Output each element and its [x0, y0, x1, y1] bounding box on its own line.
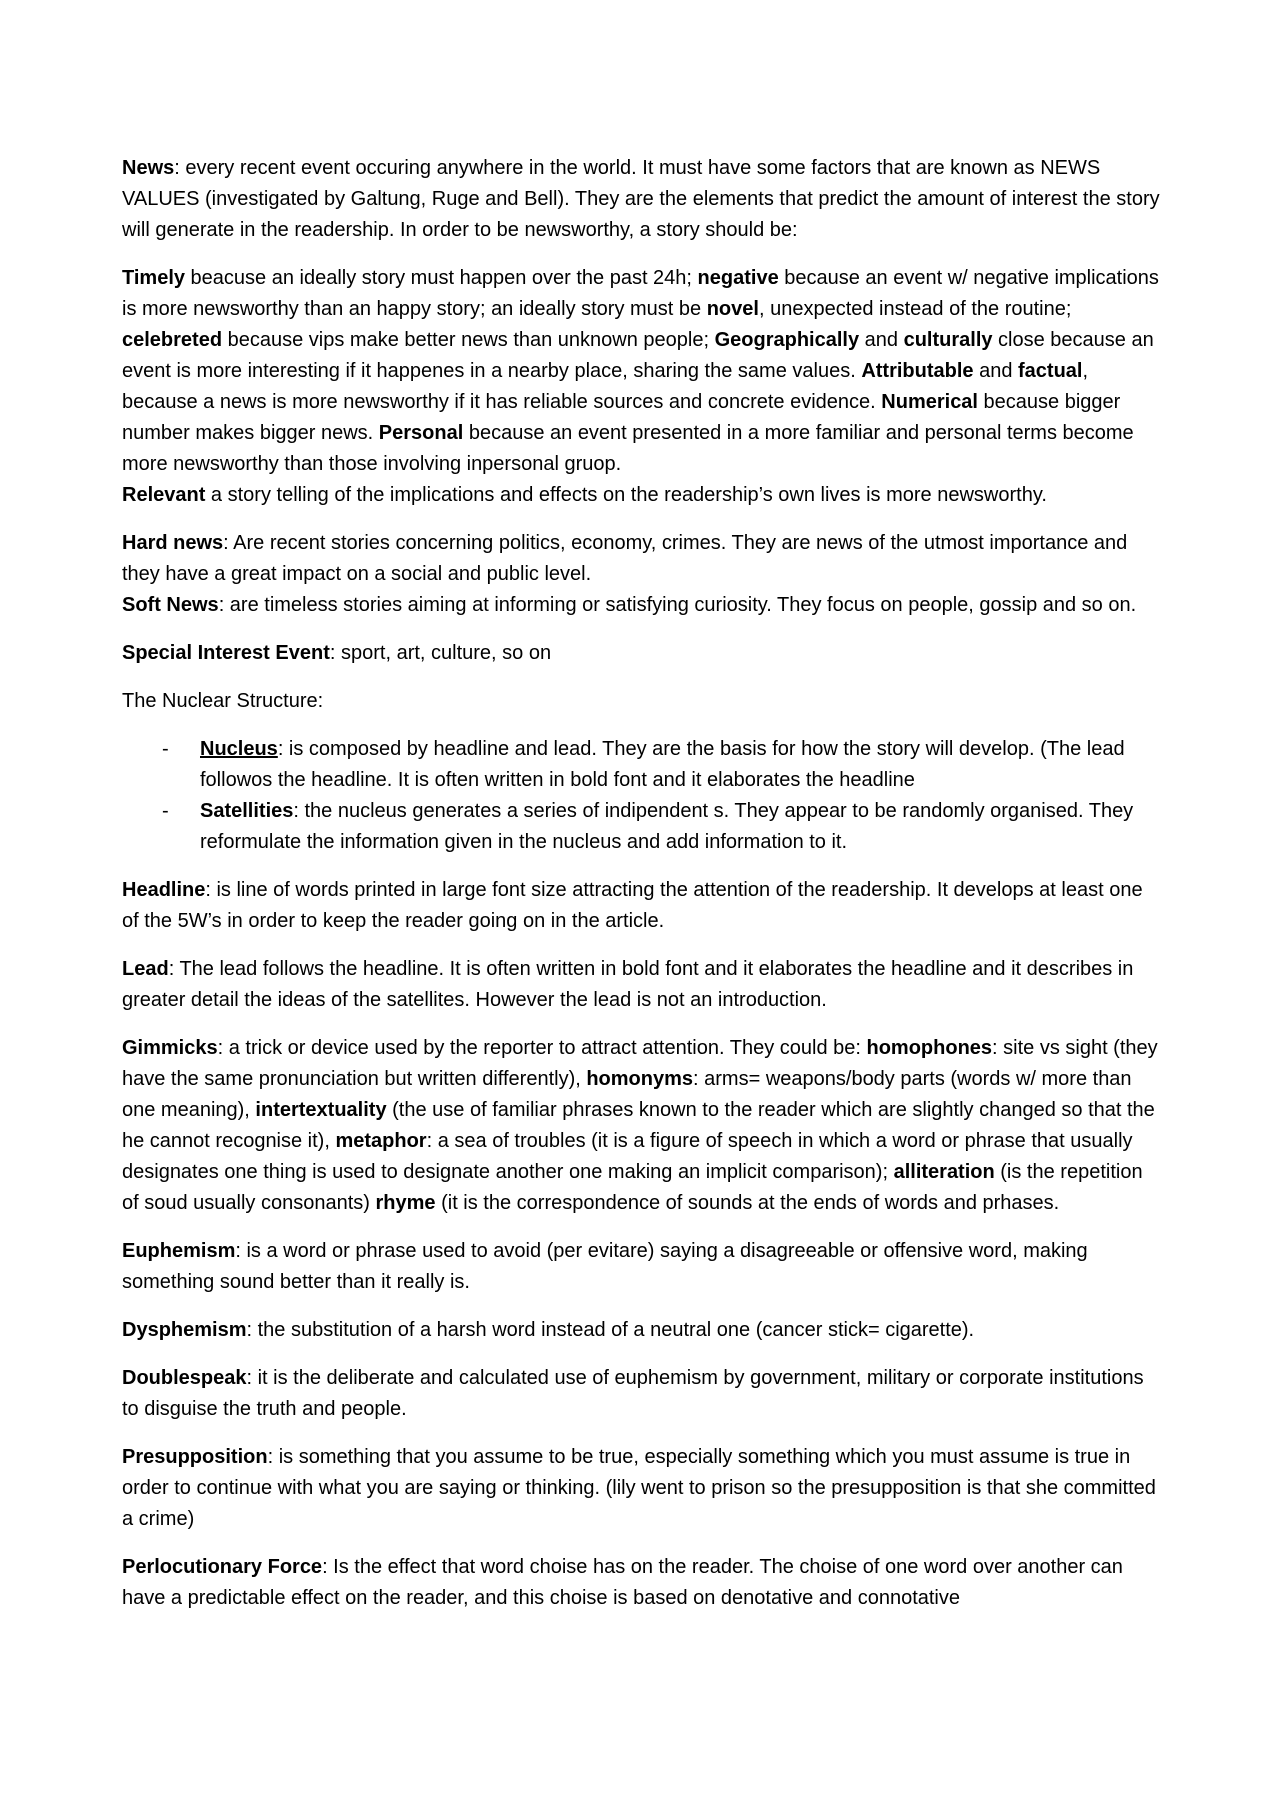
term-metaphor: metaphor — [335, 1130, 427, 1152]
term-alliteration: alliteration — [893, 1161, 995, 1183]
text-fragment: : a trick or device used by the reporter to attract attention. They could be: — [217, 1037, 867, 1059]
definition-presupposition: : is something that you assume to be true, especially something which you must assume is true in order to continue with what you are saying or thinking. (lily went to prison so the presupposition is that she committed a crime) — [122, 1446, 1156, 1530]
text-fragment: (it is the correspondence of sounds at the ends of words and prhases. — [435, 1192, 1060, 1214]
term-hard-news: Hard news — [122, 532, 224, 554]
text-fragment: beacuse an ideally story must happen over the past 24h; — [185, 267, 698, 289]
text-fragment: : a sea of troubles (it is a figure of speech in which a word or phrase that usually designates one thing is used to designate another one making an implicit comparison); — [122, 1130, 1133, 1183]
text-fragment: (the use of familiar phrases known to the reader which are slightly changed so that the he cannot recognise it), — [122, 1099, 1155, 1152]
list-item-satellities — [162, 796, 1164, 858]
paragraph-special-interest — [122, 638, 1164, 669]
term-relevant: Relevant — [122, 484, 206, 506]
term-personal: Personal — [378, 422, 464, 444]
term-culturally: culturally — [903, 329, 993, 351]
term-timely: Timely — [122, 267, 185, 289]
term-homophones: homophones — [866, 1037, 993, 1059]
definition-nucleus: : is composed by headline and lead. They are the basis for how the story will develop. (The lead followos the headline. It is often written in bold font and it elaborates the headline — [200, 738, 1125, 791]
text-fragment: (is the repetition of soud usually consonants) — [122, 1161, 1143, 1214]
term-special-interest: Special Interest Event — [122, 642, 330, 664]
term-presupposition: Presupposition — [122, 1446, 268, 1468]
text-fragment: because bigger number makes bigger news. — [122, 391, 1121, 444]
text-fragment: close because an event is more interesting if it happenes in a nearby place, sharing the same values. — [122, 329, 1154, 382]
paragraph-dysphemism — [122, 1315, 1164, 1346]
term-intertextuality: intertextuality — [255, 1099, 387, 1121]
definition-headline: : is line of words printed in large font size attracting the attention of the readership. It develops at least one of the 5W’s in order to keep the reader going on in the article. — [122, 879, 1143, 932]
term-nucleus: Nucleus — [200, 738, 278, 760]
paragraph-lead — [122, 954, 1164, 1016]
term-celebreted: celebreted — [122, 329, 223, 351]
paragraph-presupposition — [122, 1442, 1164, 1535]
list-dash-marker: - — [162, 738, 169, 760]
term-news: News — [122, 157, 175, 179]
text-fragment: and — [859, 329, 904, 351]
definition-euphemism: : is a word or phrase used to avoid (per evitare) saying a disagreeable or offensive word, making something sound better than it really is. — [122, 1240, 1088, 1293]
text-fragment: and — [973, 360, 1019, 382]
term-homonyms: homonyms — [586, 1068, 694, 1090]
text-fragment: a story telling of the implications and effects on the readership’s own lives is more newsworthy. — [205, 484, 1047, 506]
paragraph-euphemism — [122, 1236, 1164, 1298]
definition-doublespeak: : it is the deliberate and calculated use of euphemism by government, military or corporate institutions to disguise the truth and people. — [122, 1367, 1144, 1420]
definition-lead: : The lead follows the headline. It is often written in bold font and it elaborates the headline and it describes in greater detail the ideas of the satellites. However the lead is not an introduction. — [122, 958, 1134, 1011]
paragraph-gimmicks — [122, 1033, 1164, 1219]
term-gimmicks: Gimmicks — [122, 1037, 218, 1059]
text-fragment: : arms= weapons/body parts (words w/ more than one meaning), — [122, 1068, 1132, 1121]
term-lead: Lead — [122, 958, 169, 980]
term-negative: negative — [697, 267, 779, 289]
definition-soft-news: : are timeless stories aiming at informing or satisfying curiosity. They focus on people, gossip and so on. — [218, 594, 1137, 616]
paragraph-nuclear-structure: The Nuclear Structure: — [122, 690, 324, 712]
paragraph-doublespeak — [122, 1363, 1164, 1425]
text-fragment: , because a news is more newsworthy if it has reliable sources and concrete evidence. — [122, 360, 1089, 413]
term-numerical: Numerical — [881, 391, 978, 413]
paragraph-headline — [122, 875, 1164, 937]
term-factual: factual — [1018, 360, 1083, 382]
text-fragment: because vips make better news than unknown people; — [222, 329, 715, 351]
term-doublespeak: Doublespeak — [122, 1367, 247, 1389]
term-headline: Headline — [122, 879, 206, 901]
text-fragment: because an event presented in a more familiar and personal terms become more newsworthy than those involving inpersonal gruop. — [122, 422, 1134, 475]
term-attributable: Attributable — [861, 360, 974, 382]
definition-hard-news: : Are recent stories concerning politics, economy, crimes. They are news of the utmost importance and they have a great impact on a social and public level. — [122, 532, 1128, 585]
term-rhyme: rhyme — [375, 1192, 436, 1214]
nuclear-structure-list — [122, 734, 1164, 858]
paragraph-perlocutionary-force — [122, 1552, 1164, 1614]
paragraph-hard-news — [122, 528, 1164, 590]
term-perlocutionary-force: Perlocutionary Force — [122, 1556, 323, 1578]
text-fragment: because an event w/ negative implications is more newsworthy than an happy story; an ideally story must be — [122, 267, 1159, 320]
text-fragment: : site vs sight (they have the same pronunciation but written differently), — [122, 1037, 1158, 1090]
definition-perlocutionary-force: : Is the effect that word choise has on the reader. The choise of one word over another can have a predictable effect on the reader, and this choise is based on denotative and connotative — [122, 1556, 1123, 1609]
definition-dysphemism: : the substitution of a harsh word instead of a neutral one (cancer stick= cigarette). — [246, 1319, 975, 1341]
definition-news: : every recent event occuring anywhere in the world. It must have some factors that are known as NEWS VALUES (investigated by Galtung, Ruge and Bell). They are the elements that predict the amount of interest the story will generate in the readership. In order to be newsworthy, a story should be: — [122, 157, 1160, 241]
term-geographically: Geographically — [714, 329, 860, 351]
paragraph-news — [122, 153, 1164, 246]
definition-satellities: : the nucleus generates a series of indipendent s. They appear to be randomly organised. They reformulate the information given in the nucleus and add information to it. — [200, 800, 1134, 853]
term-dysphemism: Dysphemism — [122, 1319, 247, 1341]
term-euphemism: Euphemism — [122, 1240, 236, 1262]
paragraph-news-values — [122, 263, 1164, 511]
definition-special-interest: : sport, art, culture, so on — [329, 642, 552, 664]
list-dash-marker: - — [162, 800, 169, 822]
term-novel: novel — [706, 298, 759, 320]
paragraph-soft-news — [122, 590, 1164, 621]
term-satellities: Satellities — [200, 800, 294, 822]
term-soft-news: Soft News — [122, 594, 219, 616]
text-fragment: , unexpected instead of the routine; — [758, 298, 1072, 320]
list-item-nucleus — [162, 734, 1164, 796]
